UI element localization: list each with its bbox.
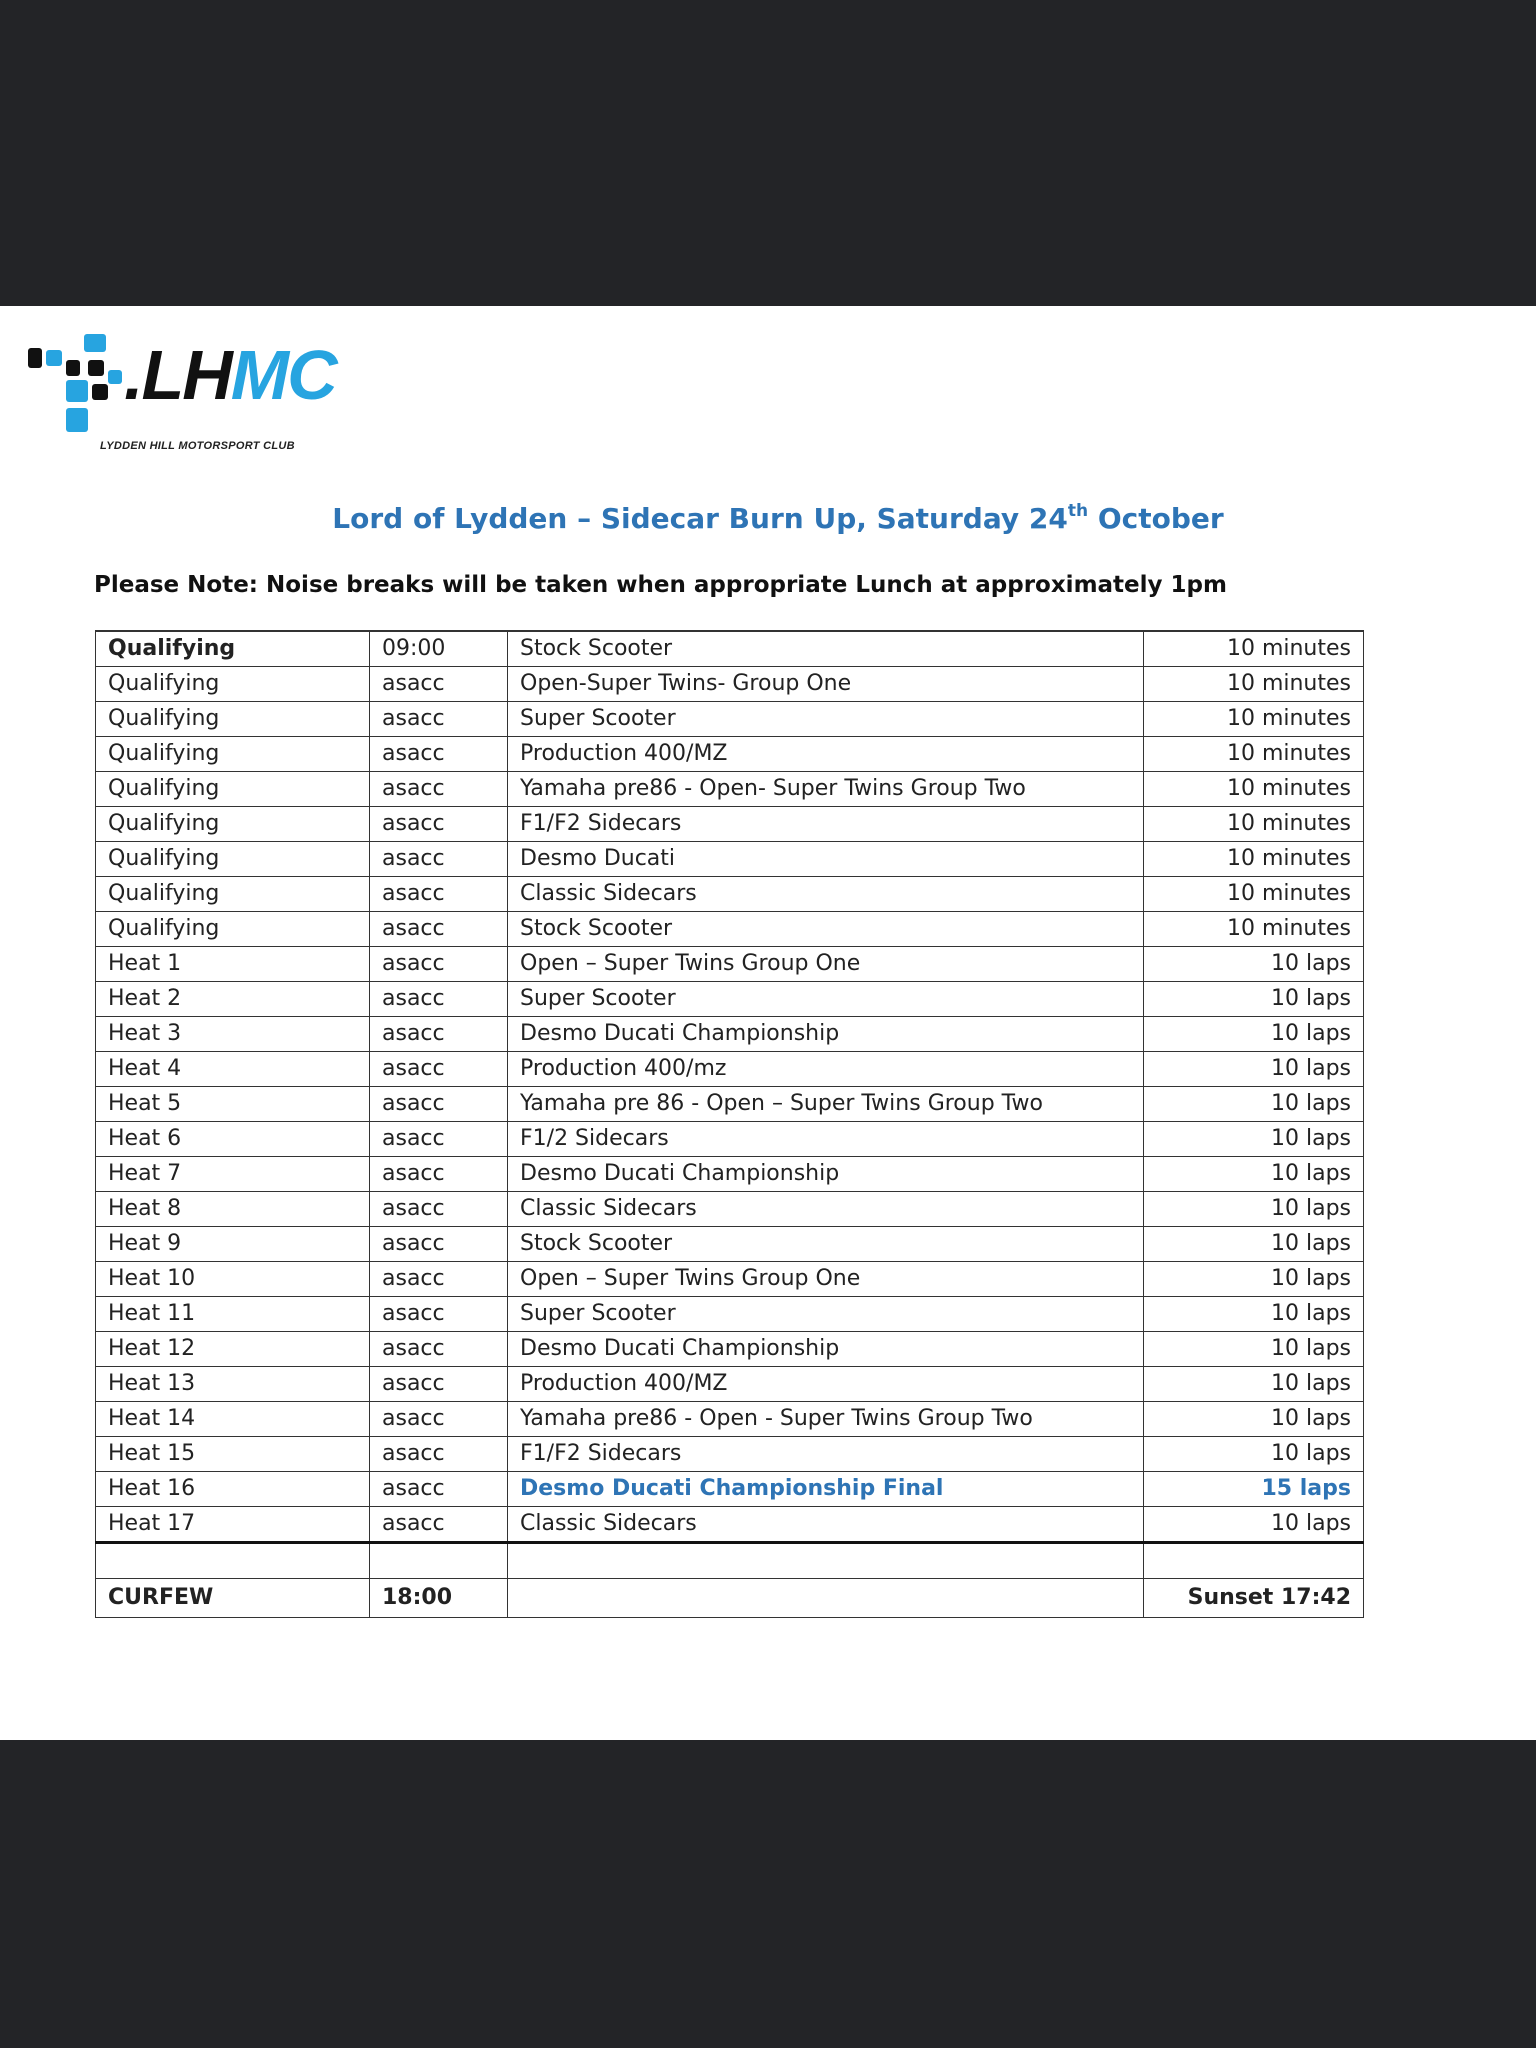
class-cell: Super Scooter bbox=[508, 702, 1144, 737]
session-cell: Heat 13 bbox=[96, 1367, 370, 1402]
duration-cell: 10 laps bbox=[1144, 1507, 1364, 1543]
class-cell: Yamaha pre86 - Open- Super Twins Group Two bbox=[508, 772, 1144, 807]
session-cell: Heat 15 bbox=[96, 1437, 370, 1472]
duration-cell: 10 laps bbox=[1144, 1367, 1364, 1402]
curfew-row bbox=[96, 1579, 1364, 1618]
table-row bbox=[96, 807, 1364, 842]
session-cell: Heat 17 bbox=[96, 1507, 370, 1543]
class-cell: Desmo Ducati Championship bbox=[508, 1157, 1144, 1192]
duration-cell: 10 minutes bbox=[1144, 631, 1364, 667]
time-cell: asacc bbox=[370, 912, 508, 947]
table-row bbox=[96, 1017, 1364, 1052]
duration-cell: 10 laps bbox=[1144, 1437, 1364, 1472]
class-cell: Production 400/MZ bbox=[508, 1367, 1144, 1402]
session-cell: Heat 1 bbox=[96, 947, 370, 982]
session-cell: Qualifying bbox=[96, 737, 370, 772]
session-cell: Heat 5 bbox=[96, 1087, 370, 1122]
time-cell: asacc bbox=[370, 772, 508, 807]
class-cell: Yamaha pre86 - Open - Super Twins Group Two bbox=[508, 1402, 1144, 1437]
class-cell: Desmo Ducati Championship Final bbox=[508, 1472, 1144, 1507]
time-cell bbox=[370, 1543, 508, 1579]
table-row bbox=[96, 1192, 1364, 1227]
duration-cell: 10 laps bbox=[1144, 1192, 1364, 1227]
session-cell: CURFEW bbox=[96, 1579, 370, 1618]
session-cell: Heat 12 bbox=[96, 1332, 370, 1367]
table-row bbox=[96, 1227, 1364, 1262]
table-row bbox=[96, 737, 1364, 772]
session-cell: Heat 10 bbox=[96, 1262, 370, 1297]
time-cell: asacc bbox=[370, 807, 508, 842]
page-title bbox=[0, 502, 1536, 535]
class-cell: Yamaha pre 86 - Open – Super Twins Group Two bbox=[508, 1087, 1144, 1122]
session-cell: Qualifying bbox=[96, 702, 370, 737]
class-cell: Desmo Ducati Championship bbox=[508, 1332, 1144, 1367]
table-row bbox=[96, 1507, 1364, 1543]
table-row bbox=[96, 1297, 1364, 1332]
time-cell: asacc bbox=[370, 1227, 508, 1262]
class-cell: F1/F2 Sidecars bbox=[508, 1437, 1144, 1472]
class-cell: F1/F2 Sidecars bbox=[508, 807, 1144, 842]
duration-cell: 10 minutes bbox=[1144, 702, 1364, 737]
top-dark-band bbox=[0, 0, 1536, 306]
session-cell: Qualifying bbox=[96, 807, 370, 842]
duration-cell: 10 laps bbox=[1144, 947, 1364, 982]
table-row bbox=[96, 947, 1364, 982]
session-cell: Qualifying bbox=[96, 877, 370, 912]
session-cell: Heat 14 bbox=[96, 1402, 370, 1437]
session-cell: Qualifying bbox=[96, 912, 370, 947]
time-cell: asacc bbox=[370, 667, 508, 702]
session-cell: Qualifying bbox=[96, 667, 370, 702]
logo-wordmark bbox=[124, 336, 336, 414]
session-cell: Qualifying bbox=[96, 842, 370, 877]
title-superscript: th bbox=[1067, 501, 1089, 521]
bottom-dark-band bbox=[0, 1740, 1536, 2048]
duration-cell: 10 laps bbox=[1144, 1332, 1364, 1367]
schedule-body bbox=[96, 631, 1364, 1618]
table-row bbox=[96, 772, 1364, 807]
class-cell: Open-Super Twins- Group One bbox=[508, 667, 1144, 702]
table-row bbox=[96, 1122, 1364, 1157]
class-cell bbox=[508, 1543, 1144, 1579]
class-cell: Production 400/MZ bbox=[508, 737, 1144, 772]
table-row bbox=[96, 877, 1364, 912]
lhmc-logo bbox=[26, 332, 366, 452]
class-cell: Open – Super Twins Group One bbox=[508, 1262, 1144, 1297]
session-cell: Heat 7 bbox=[96, 1157, 370, 1192]
class-cell: Production 400/mz bbox=[508, 1052, 1144, 1087]
logo-subtitle: LYDDEN HILL MOTORSPORT CLUB bbox=[100, 440, 295, 452]
duration-cell bbox=[1144, 1543, 1364, 1579]
time-cell: asacc bbox=[370, 1437, 508, 1472]
table-row bbox=[96, 631, 1364, 667]
table-row bbox=[96, 842, 1364, 877]
time-cell: asacc bbox=[370, 737, 508, 772]
document-page bbox=[0, 306, 1536, 1740]
session-cell: Heat 6 bbox=[96, 1122, 370, 1157]
class-cell bbox=[508, 1579, 1144, 1618]
session-cell: Heat 4 bbox=[96, 1052, 370, 1087]
table-row bbox=[96, 667, 1364, 702]
time-cell: asacc bbox=[370, 1472, 508, 1507]
session-cell: Heat 2 bbox=[96, 982, 370, 1017]
session-cell: Heat 9 bbox=[96, 1227, 370, 1262]
schedule-note: Please Note: Noise breaks will be taken when appropriate Lunch at approximately 1pm bbox=[94, 572, 1227, 598]
session-cell: Qualifying bbox=[96, 631, 370, 667]
class-cell: F1/2 Sidecars bbox=[508, 1122, 1144, 1157]
duration-cell: 10 laps bbox=[1144, 1017, 1364, 1052]
time-cell: asacc bbox=[370, 1297, 508, 1332]
duration-cell: 10 laps bbox=[1144, 1122, 1364, 1157]
class-cell: Open – Super Twins Group One bbox=[508, 947, 1144, 982]
title-main: Lord of Lydden – Sidecar Burn Up, Saturday 24 bbox=[332, 502, 1068, 535]
duration-cell: 10 minutes bbox=[1144, 737, 1364, 772]
logo-text-main: .LH bbox=[124, 336, 231, 414]
duration-cell: 10 laps bbox=[1144, 1297, 1364, 1332]
time-cell: asacc bbox=[370, 842, 508, 877]
class-cell: Desmo Ducati Championship bbox=[508, 1017, 1144, 1052]
duration-cell: 15 laps bbox=[1144, 1472, 1364, 1507]
time-cell: asacc bbox=[370, 1052, 508, 1087]
logo-text-accent: MC bbox=[230, 336, 336, 414]
class-cell: Super Scooter bbox=[508, 982, 1144, 1017]
time-cell: asacc bbox=[370, 1507, 508, 1543]
time-cell: asacc bbox=[370, 947, 508, 982]
session-cell: Heat 3 bbox=[96, 1017, 370, 1052]
class-cell: Stock Scooter bbox=[508, 912, 1144, 947]
time-cell: asacc bbox=[370, 1157, 508, 1192]
time-cell: asacc bbox=[370, 1402, 508, 1437]
class-cell: Classic Sidecars bbox=[508, 877, 1144, 912]
table-row bbox=[96, 702, 1364, 737]
checkered-flag-icon bbox=[26, 332, 136, 436]
class-cell: Classic Sidecars bbox=[508, 1507, 1144, 1543]
duration-cell: 10 minutes bbox=[1144, 772, 1364, 807]
duration-cell: 10 laps bbox=[1144, 1052, 1364, 1087]
table-row bbox=[96, 1157, 1364, 1192]
duration-cell: 10 laps bbox=[1144, 1262, 1364, 1297]
time-cell: asacc bbox=[370, 982, 508, 1017]
time-cell: 18:00 bbox=[370, 1579, 508, 1618]
time-cell: asacc bbox=[370, 1367, 508, 1402]
time-cell: asacc bbox=[370, 1332, 508, 1367]
table-row bbox=[96, 1332, 1364, 1367]
class-cell: Classic Sidecars bbox=[508, 1192, 1144, 1227]
duration-cell: 10 laps bbox=[1144, 1087, 1364, 1122]
table-row bbox=[96, 1052, 1364, 1087]
duration-cell: 10 laps bbox=[1144, 1402, 1364, 1437]
duration-cell: 10 laps bbox=[1144, 1227, 1364, 1262]
time-cell: asacc bbox=[370, 1262, 508, 1297]
table-row bbox=[96, 1437, 1364, 1472]
session-cell: Heat 16 bbox=[96, 1472, 370, 1507]
session-cell: Qualifying bbox=[96, 772, 370, 807]
duration-cell: 10 laps bbox=[1144, 1157, 1364, 1192]
class-cell: Stock Scooter bbox=[508, 631, 1144, 667]
time-cell: asacc bbox=[370, 702, 508, 737]
duration-cell: 10 minutes bbox=[1144, 667, 1364, 702]
schedule-table bbox=[95, 630, 1364, 1618]
session-cell bbox=[96, 1543, 370, 1579]
table-row bbox=[96, 1262, 1364, 1297]
table-row bbox=[96, 912, 1364, 947]
table-row bbox=[96, 1367, 1364, 1402]
time-cell: asacc bbox=[370, 877, 508, 912]
table-row bbox=[96, 1402, 1364, 1437]
table-row bbox=[96, 1472, 1364, 1507]
session-cell: Heat 11 bbox=[96, 1297, 370, 1332]
class-cell: Stock Scooter bbox=[508, 1227, 1144, 1262]
time-cell: asacc bbox=[370, 1122, 508, 1157]
table-row bbox=[96, 1087, 1364, 1122]
duration-cell: 10 minutes bbox=[1144, 877, 1364, 912]
class-cell: Super Scooter bbox=[508, 1297, 1144, 1332]
duration-cell: 10 minutes bbox=[1144, 842, 1364, 877]
time-cell: asacc bbox=[370, 1192, 508, 1227]
time-cell: asacc bbox=[370, 1017, 508, 1052]
duration-cell: Sunset 17:42 bbox=[1144, 1579, 1364, 1618]
session-cell: Heat 8 bbox=[96, 1192, 370, 1227]
duration-cell: 10 minutes bbox=[1144, 807, 1364, 842]
table-row bbox=[96, 982, 1364, 1017]
duration-cell: 10 minutes bbox=[1144, 912, 1364, 947]
time-cell: asacc bbox=[370, 1087, 508, 1122]
spacer-row bbox=[96, 1543, 1364, 1579]
class-cell: Desmo Ducati bbox=[508, 842, 1144, 877]
duration-cell: 10 laps bbox=[1144, 982, 1364, 1017]
time-cell: 09:00 bbox=[370, 631, 508, 667]
title-end: October bbox=[1088, 502, 1224, 535]
